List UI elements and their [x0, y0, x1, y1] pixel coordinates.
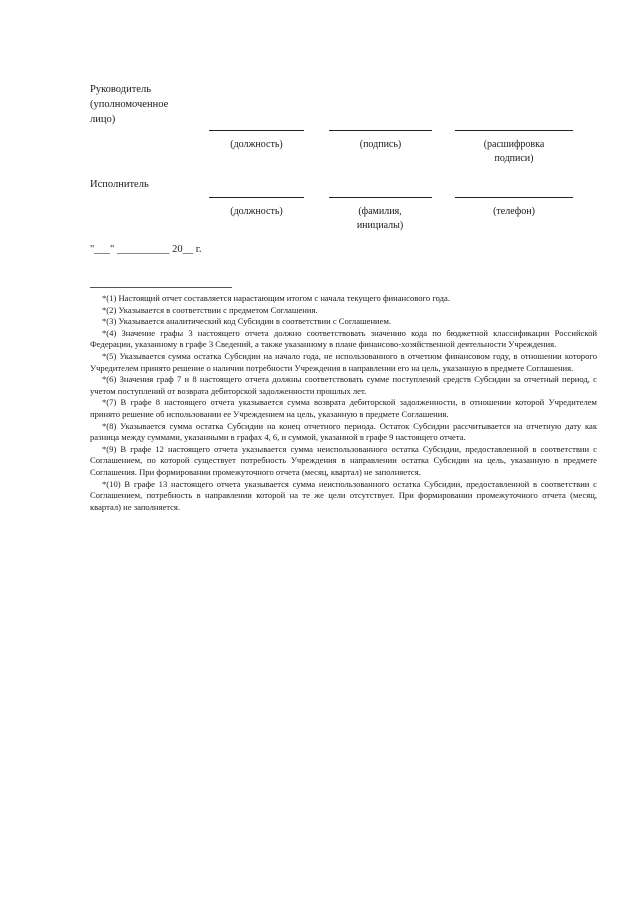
footnote-7: *(7) В графе 8 настоящего отчета указывается сумма возврата дебиторской задолженности, в отношении которой Учредителем принято решение об использовании ее Учреждением на цель, указанную в предмете Соглашения. [90, 397, 597, 419]
footnote-separator [90, 287, 232, 288]
date-line: "___" __________ 20__ г. [90, 244, 202, 255]
executor-position-line [209, 197, 304, 198]
head-name-line [455, 130, 573, 131]
footnote-4: *(4) Значение графы 3 настоящего отчета должно соответствовать значению кода по бюджетной классификации Российской Федерации, указанному в графе 3 Сведений, а также указанному в плане финансово-хозяйственной деятельности Учреждения. [90, 327, 597, 350]
footnote-6: *(6) Значения граф 7 и 8 настоящего отчета должны соответствовать сумме поступлений средств Субсидии за отчетный период, с учетом поступлений от возврата дебиторской задолженности прошлых лет. [90, 374, 597, 396]
footnote-5: *(5) Указывается сумма остатка Субсидии на начало года, не использованного в отчетном финансовом году, в отношении которого Учредителем принято решение о наличии потребности Учреждения в направлении его на цель, указанную в предмете Соглашения. [90, 350, 597, 373]
footnote-9: *(9) В графе 12 настоящего отчета указывается сумма неиспользованного остатка Субсидии, предоставленной в соответствии с Соглашением, по которой существует потребность Учреждения в направлении остатка Субсидии на цель, указанную в предмете Соглашения. При формировании промежуточного отчета (месяц, квартал) не заполняется. [90, 443, 597, 477]
footnote-3: *(3) Указывается аналитический код Субсидии в соответствии с Соглашением. [102, 316, 392, 327]
footnote-1: *(1) Настоящий отчет составляется нарастающим итогом с начала текущего финансового года. [102, 293, 451, 303]
head-signature-caption: (подпись) [359, 139, 402, 150]
head-signatory-label: Руководитель (уполномоченное лицо) [90, 84, 169, 125]
executor-position-caption: (должность) [230, 206, 283, 217]
footnotes [90, 293, 597, 513]
executor-label: Исполнитель [90, 179, 149, 190]
footnote-2: *(2) Указывается в соответствии с предметом Соглашения. [102, 304, 318, 315]
executor-phone-line [455, 197, 573, 198]
head-position-caption: (должность) [230, 139, 283, 150]
executor-name-caption: (фамилия, инициалы) [356, 206, 404, 231]
footnote-10: *(10) В графе 13 настоящего отчета указывается сумма неиспользованного остатка Субсидии, предоставленной в соответствии с Соглашением, потребность в направлении которой на те же цели отсутствует. При формировании промежуточного отчета (месяц, квартал) не заполняется. [90, 478, 597, 512]
executor-phone-caption: (телефон) [493, 206, 535, 217]
head-signature-line [329, 130, 432, 131]
footnote-8: *(8) Указывается сумма остатка Субсидии на конец отчетного периода. Остаток Субсидии рассчитывается на отчетную дату как разница между суммами, указанными в графах 4, 6, и суммой, указанной в графе 9 настоящего отчета. [90, 420, 597, 443]
executor-name-line [329, 197, 432, 198]
head-position-line [209, 130, 304, 131]
head-name-caption: (расшифровка подписи) [483, 139, 545, 164]
